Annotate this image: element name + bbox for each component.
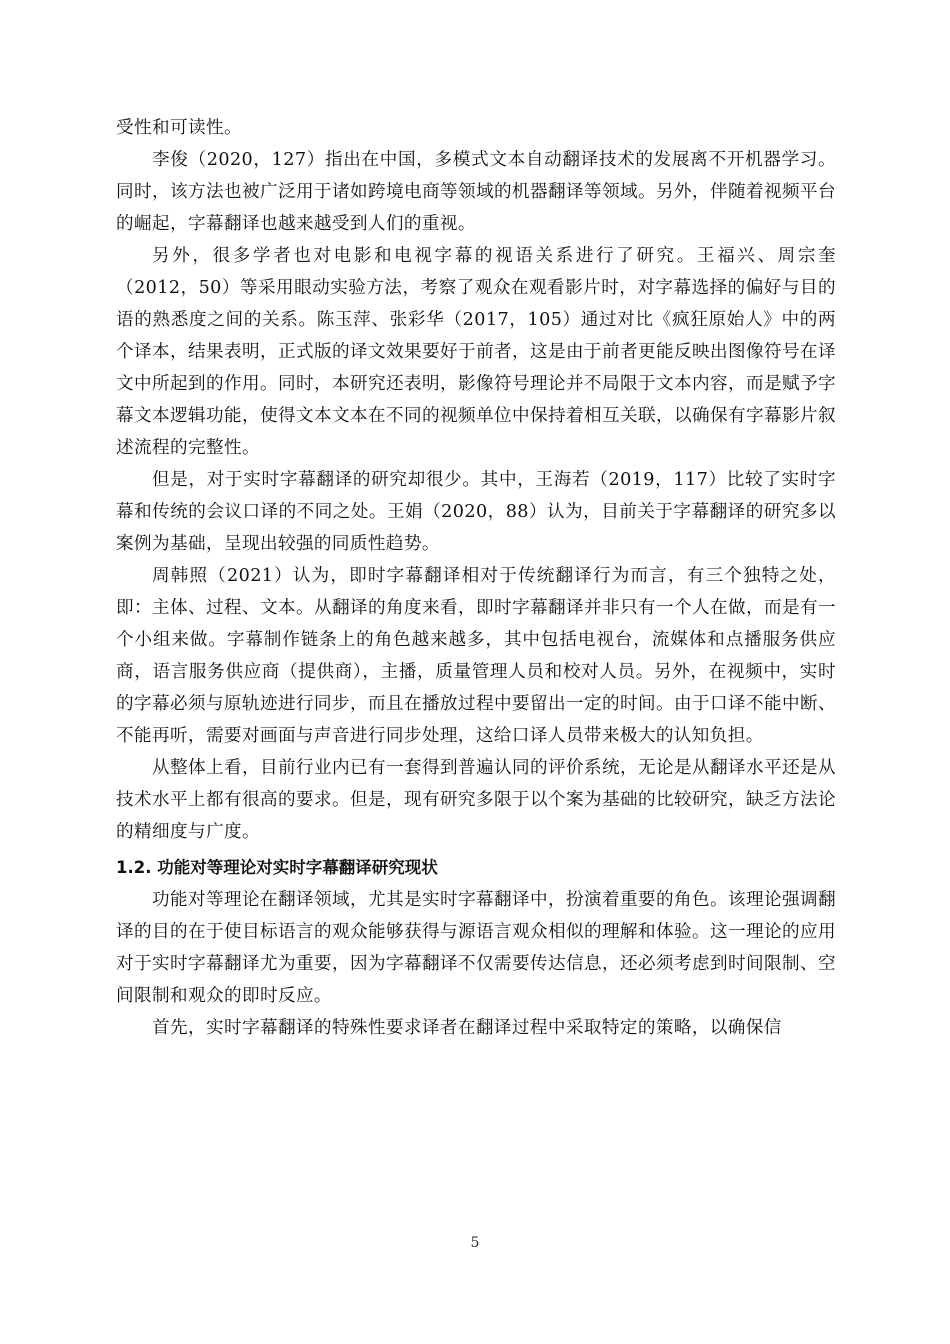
paragraph-3: 另外，很多学者也对电影和电视字幕的视语关系进行了研究。王福兴、周宗奎（2012，50）等采用眼动实验方法，考察了观众在观看影片时，对字幕选择的偏好与目的语的熟悉度之间的关系。陈玉萍、张彩华（2017，105）通过对比《疯狂原始人》中的两个译本，结果表明，正式版的译文效果要好于前者，这是由于前者更能反映出图像符号在译文中所起到的作用。同时，本研究还表明，影像符号理论并不局限于文本内容，而是赋予字幕文本逻辑功能，使得文本文本在不同的视频单位中保持着相互关联，以确保有字幕影片叙述流程的完整性。 [116,246,836,458]
page-number: 5 [470,1235,480,1251]
paragraph-6: 从整体上看，目前行业内已有一套得到普遍认同的评价系统，无论是从翻译水平还是从技术水平上都有很高的要求。但是，现有研究多限于以个案为基础的比较研究，缺乏方法论的精细度与广度。 [116,758,836,842]
body-text [116,112,836,1044]
section-paragraph-2: 首先，实时字幕翻译的特殊性要求译者在翻译过程中采取特定的策略，以确保信 [152,1018,782,1038]
paragraph-2: 李俊（2020，127）指出在中国，多模式文本自动翻译技术的发展离不开机器学习。同时，该方法也被广泛用于诸如跨境电商等领域的机器翻译等领域。另外，伴随着视频平台的崛起，字幕翻译也越来越受到人们的重视。 [116,150,836,234]
section-heading: 1.2. 功能对等理论对实时字幕翻译研究现状 [116,858,438,877]
paragraph-5: 周韩照（2021）认为，即时字幕翻译相对于传统翻译行为而言，有三个独特之处，即：主体、过程、文本。从翻译的角度来看，即时字幕翻译并非只有一个人在做，而是有一个小组来做。字幕制作链条上的角色越来越多，其中包括电视台，流媒体和点播服务供应商，语言服务供应商（提供商），主播，质量管理人员和校对人员。另外，在视频中，实时的字幕必须与原轨迹进行同步，而且在播放过程中要留出一定的时间。由于口译不能中断、不能再听，需要对画面与声音进行同步处理，这给口译人员带来极大的认知负担。 [116,566,836,746]
section-paragraph-1: 功能对等理论在翻译领域，尤其是实时字幕翻译中，扮演着重要的角色。该理论强调翻译的目的在于使目标语言的观众能够获得与源语言观众相似的理解和体验。这一理论的应用对于实时字幕翻译尤为重要，因为字幕翻译不仅需要传达信息，还必须考虑到时间限制、空间限制和观众的即时反应。 [116,890,836,1006]
paragraph-1: 受性和可读性。 [116,118,242,138]
paragraph-4: 但是，对于实时字幕翻译的研究却很少。其中，王海若（2019，117）比较了实时字幕和传统的会议口译的不同之处。王娟（2020，88）认为，目前关于字幕翻译的研究多以案例为基础，呈现出较强的同质性趋势。 [116,470,836,554]
